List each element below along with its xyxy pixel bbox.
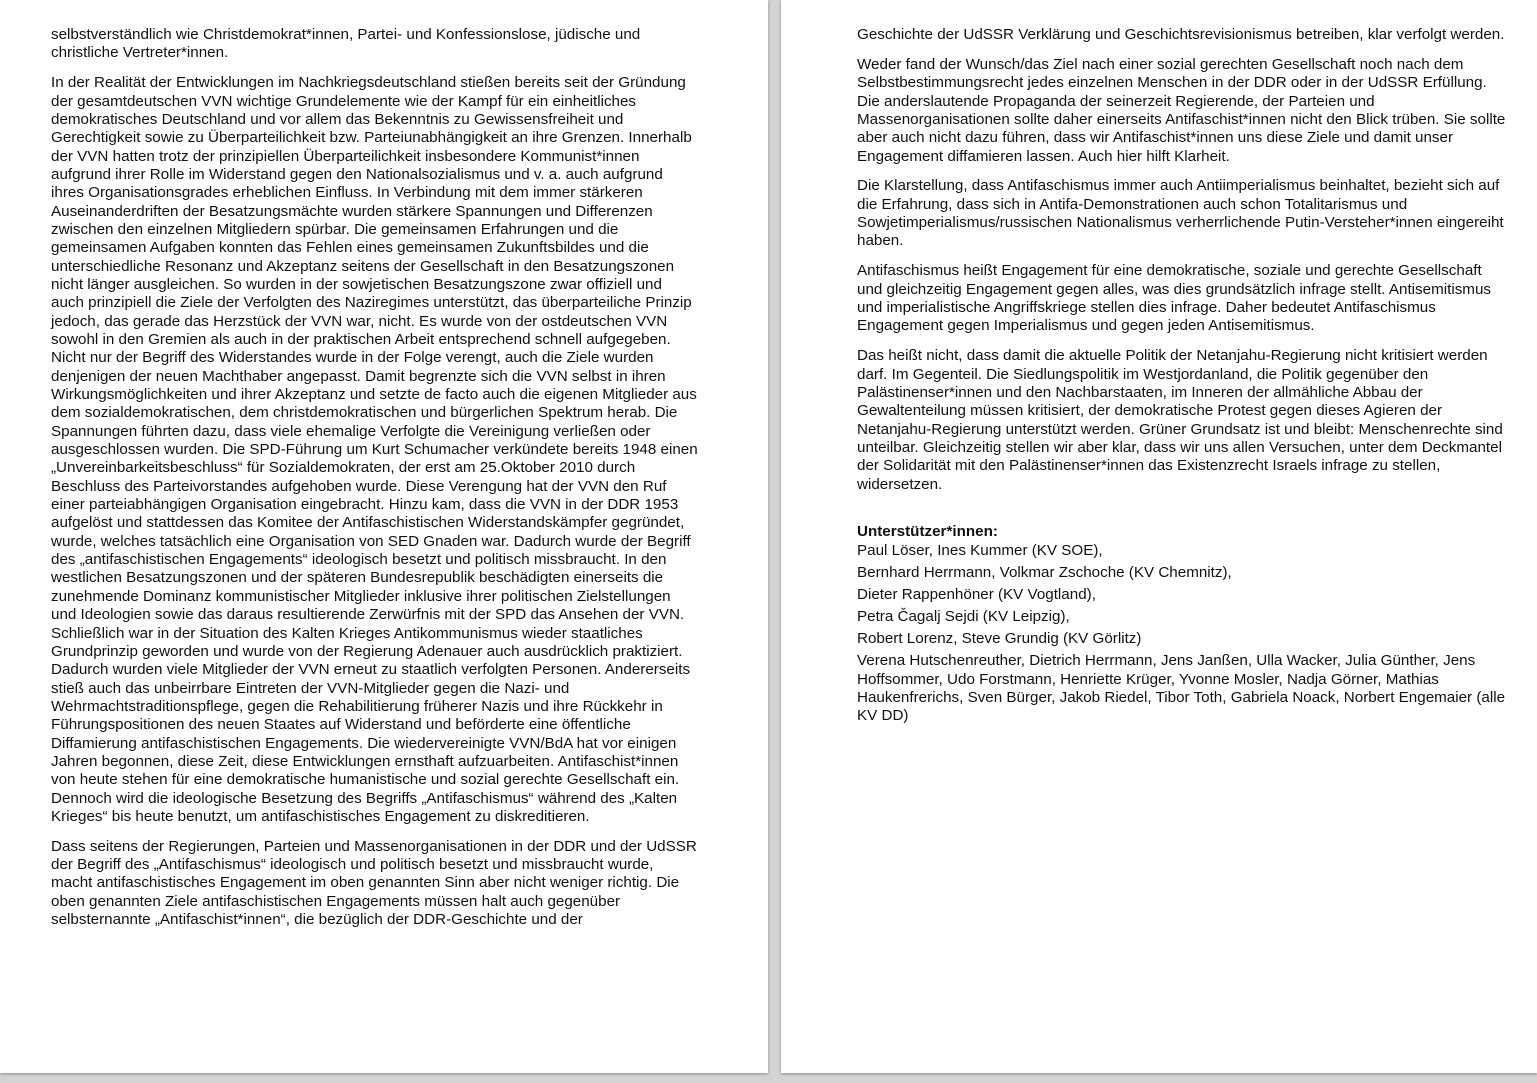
document-page-left <box>0 0 768 1073</box>
paragraph: Antifaschismus heißt Engagement für eine demokratische, soziale und gerechte Gesellschaft und gleichzeitig Engagement gegen alles, was dies grundsätzlich infrage stellt. Antisemitismus und imperialistische Angriffskriege stellen dies infrage. Daher bedeutet Antifaschismus Engagement gegen Imperialismus und gegen jeden Antisemitismus. <box>857 262 1492 335</box>
supporters-section <box>857 523 1507 725</box>
supporters-line: Petra Čagalj Sejdi (KV Leipzig), <box>857 608 1070 626</box>
paragraph: Das heißt nicht, dass damit die aktuelle Politik der Netanjahu-Regierung nicht kritisiert werden darf. Im Gegenteil. Die Siedlungspolitik im Westjordanland, die Politik gegenüber den Palästinenser*innen und den Nachbarstaaten, im Inneren der allmähliche Abbau der Gewaltenteilung müssen kritisiert, der demokratische Protest gegen dieses Agieren der Netanjahu-Regierung unterstützt werden. Grüner Grundsatz ist und bleibt: Menschenrechte sind unteilbar. Gleichzeitig stellen wir aber klar, dass wir uns allen Versuchen, unter dem Deckmantel der Solidarität mit den Palästinenser*innen das Existenzrecht Israels infrage zu stellen, widersetzen. <box>857 347 1503 493</box>
paragraph: Die Klarstellung, dass Antifaschismus immer auch Antiimperialismus beinhaltet, bezieht sich auf die Erfahrung, dass sich in Antifa-Demonstrationen auch schon Totalitarismus und Sowjetimperialismus/russischen Nationalismus verherrlichende Putin-Versteher*innen eingereiht haben. <box>857 177 1504 250</box>
supporters-line: Bernhard Herrmann, Volkmar Zschoche (KV Chemnitz), <box>857 563 1232 581</box>
document-page-right <box>781 0 1537 1073</box>
supporters-heading: Unterstützer*innen: <box>857 523 998 541</box>
supporters-line: Robert Lorenz, Steve Grundig (KV Görlitz) <box>857 630 1142 648</box>
supporters-line: Paul Löser, Ines Kummer (KV SOE), <box>857 541 1103 559</box>
paragraph: Dass seitens der Regierungen, Parteien und Massenorganisationen in der DDR und der UdSSR der Begriff des „Antifaschismus“ ideologisch und politisch besetzt und missbraucht wurde, macht antifaschistisches Engagement im oben genannten Sinn aber nicht weniger richtig. Die oben genannten Ziele antifaschistischen Engagements müssen halt auch gegenüber selbsternannte „Antifaschist*innen“, die bezüglich der DDR-Geschichte und der <box>51 837 697 929</box>
paragraph: Geschichte der UdSSR Verklärung und Geschichtsrevisionismus betreiben, klar verfolgt werden. <box>857 26 1505 43</box>
paragraph: Weder fand der Wunsch/das Ziel nach einer sozial gerechten Gesellschaft noch nach dem Selbstbestimmungsrecht jedes einzelnen Menschen in der DDR oder in der UdSSR Erfüllung. Die anderslautende Propaganda der seinerzeit Regierende, der Parteien und Massenorganisationen sollte daher einerseits Antifaschist*innen nicht den Blick trüben. Sie sollte aber auch nicht dazu führen, dass wir Antifaschist*innen uns diese Ziele und damit unser Engagement diffamieren lassen. Auch hier hilft Klarheit. <box>857 55 1506 165</box>
section-spacer <box>857 505 1507 523</box>
supporters-line: Dieter Rappenhöner (KV Vogtland), <box>857 586 1096 604</box>
paragraph: In der Realität der Entwicklungen im Nachkriegsdeutschland stießen bereits seit der Gründung der gesamtdeutschen VVN wichtige Grundelemente wie der Kampf für ein einheitliches demokratisches Deutschland und vor allem das Bekenntnis zu Gewissensfreiheit und Gerechtigkeit sowie zu Überparteilichkeit bzw. Parteiunabhängigkeit an ihre Grenzen. Innerhalb der VVN hatten trotz der prinzipiellen Überparteilichkeit insbesondere Kommunist*innen aufgrund ihrer Rolle im Widerstand gegen den Nationalsozialismus und v. a. auch aufgrund ihres Organisationsgrades erheblichen Einfluss. In Verbindung mit dem immer stärkeren Auseinanderdriften der Besatzungsmächte wurden stärkere Spannungen und Differenzen zwischen den einzelnen Mitgliedern spürbar. Die gemeinsamen Erfahrungen und die gemeinsamen Aufgaben konnten das Fehlen eines gemeinsamen Zukunftsbildes und die unterschiedliche Resonanz und Akzeptanz seitens der Gesellschaft in den Besatzungszonen nicht länger ausgleichen. So wurden in der sowjetischen Besatzungszone zwar offiziell und auch prinzipiell die Ziele der Verfolgten des Naziregimes unterstützt, das überparteiliche Prinzip jedoch, das gerade das Herzstück der VVN war, nicht. Es wurde von der ostdeutschen VVN sowohl in den Gremien als auch in der praktischen Arbeit entsprechend schnell aufgegeben. Nicht nur der Begriff des Widerstandes wurde in der Folge verengt, auch die Ziele wurden denjenigen der neuen Machthaber angepasst. Damit begrenzte sich die VVN selbst in ihren Wirkungsmöglichkeiten und ihrer Akzeptanz und setzte de facto auch die eigenen Mitglieder aus dem sozialdemokratischen, dem christdemokratischen und bürgerlichen Spektrum herab. Die Spannungen führten dazu, dass viele ehemalige Verfolgte die Vereinigung verließen oder ausgeschlossen wurden. Die SPD-Führung um Kurt Schumacher verkündete bereits 1948 einen „Unvereinbarkeitsbeschluss“ für Sozialdemokraten, der erst am 25.Oktober 2010 durch Beschluss des Parteivorstandes aufgehoben wurde. Diese Verengung hat der VVN den Ruf einer parteiabhängigen Organisation eingebracht. Hinzu kam, dass die VVN in der DDR 1953 aufgelöst und stattdessen das Komitee der Antifaschistischen Widerstandskämpfer gegründet, wurde, welches tatsächlich eine Organisation von SED Gnaden war. Dadurch wurde der Begriff des „antifaschistischen Engagements“ ideologisch besetzt und politisch missbraucht. In den westlichen Besatzungszonen und der späteren Bundesrepublik beschädigten einerseits die zunehmende Dominanz kommunistischer Mitglieder inklusive ihrer politischen Zielstellungen und Ideologien sowie das daraus resultierende Zerwürfnis mit der SPD das Ansehen der VVN. Schließlich war in der Situation des Kalten Krieges Antikommunismus wieder staatliches Grundprinzip geworden und wurde von der Regierung Adenauer auch ausdrücklich praktiziert. Dadurch wurden viele Mitglieder der VVN erneut zu staatlich verfolgten Personen. Andererseits stieß auch das unbeirrbare Eintreten der VVN-Mitglieder gegen die Nazi- und Wehrmachtstraditionspflege, gegen die Rehabilitierung früherer Nazis und ihre Rückkehr in Führungspositionen des neuen Staates auf Widerstand und beförderte eine öffentliche Diffamierung antifaschistischen Engagements. Die wiedervereinigte VVN/BdA hat vor einigen Jahren begonnen, diese Zeit, diese Entwicklungen ernsthaft aufzuarbeiten. Antifaschist*innen von heute stehen für eine demokratische humanistische und sozial gerechte Gesellschaft ein. Dennoch wird die ideologische Besetzung des Begriffs „Antifaschismus“ während des „Kalten Krieges“ bis heute benutzt, um antifaschistisches Engagement zu diskreditieren. <box>51 74 698 825</box>
paragraph: selbstverständlich wie Christdemokrat*innen, Partei- und Konfessionslose, jüdische und christliche Vertreter*innen. <box>51 26 641 62</box>
supporters-line: Verena Hutschenreuther, Dietrich Herrmann, Jens Janßen, Ulla Wacker, Julia Günther, Jens Hoffsommer, Udo Forstmann, Henriette Krüger, Yvonne Mosler, Nadja Görner, Mathias Haukenfrerichs, Sven Bürger, Jakob Riedel, Tibor Toth, Gabriela Noack, Norbert Engemaier (alle KV DD) <box>857 652 1506 725</box>
